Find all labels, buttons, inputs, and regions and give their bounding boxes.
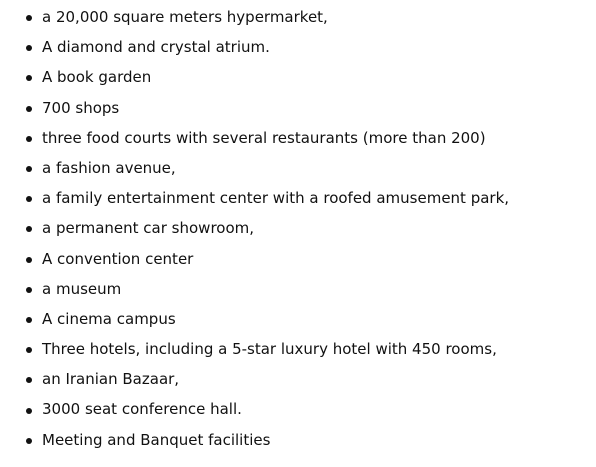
bullet-icon <box>26 136 32 142</box>
list-item <box>0 334 596 364</box>
list-item-text: 3000 seat conference hall. <box>42 400 242 419</box>
list-item <box>0 244 596 274</box>
bullet-list <box>0 2 596 455</box>
bullet-icon <box>26 45 32 51</box>
list-item-text: Three hotels, including a 5-star luxury hotel with 450 rooms, <box>42 340 497 359</box>
list-item-text: a 20,000 square meters hypermarket, <box>42 8 328 26</box>
list-item <box>0 425 596 455</box>
bullet-icon <box>26 377 32 383</box>
list-item <box>0 93 596 123</box>
list-item <box>0 62 596 92</box>
list-item-text: 700 shops <box>42 98 120 117</box>
list-item <box>0 183 596 213</box>
bullet-icon <box>26 257 32 263</box>
list-item-text: A book garden <box>42 68 152 87</box>
list-item <box>0 153 596 183</box>
list-item <box>0 123 596 153</box>
list-item-text: three food courts with several restaurants (more than 200) <box>42 128 486 147</box>
list-item <box>0 274 596 304</box>
list-item-text: A convention center <box>42 249 194 268</box>
bullet-icon <box>26 196 32 202</box>
bullet-icon <box>26 347 32 353</box>
bullet-icon <box>26 287 32 293</box>
list-item <box>0 304 596 334</box>
list-item <box>0 213 596 243</box>
list-item <box>0 32 596 62</box>
list-item-text: A diamond and crystal atrium. <box>42 38 270 57</box>
list-item-text: a museum <box>42 279 122 298</box>
bullet-icon <box>26 106 32 112</box>
bullet-icon <box>26 166 32 172</box>
list-item-text: a fashion avenue, <box>42 158 176 177</box>
bullet-icon <box>26 408 32 414</box>
bullet-icon <box>26 317 32 323</box>
bullet-icon <box>26 75 32 81</box>
list-item-text: Meeting and Banquet facilities <box>42 430 271 449</box>
list-item-text: a permanent car showroom, <box>42 219 255 238</box>
list-item-text: an Iranian Bazaar, <box>42 370 180 389</box>
bullet-icon <box>26 226 32 232</box>
bullet-icon <box>26 15 32 21</box>
list-item-text: A cinema campus <box>42 309 176 328</box>
list-item <box>0 364 596 394</box>
list-item <box>0 394 596 424</box>
bullet-icon <box>26 438 32 444</box>
list-item <box>0 2 596 32</box>
list-item-text: a family entertainment center with a roofed amusement park, <box>42 189 510 208</box>
